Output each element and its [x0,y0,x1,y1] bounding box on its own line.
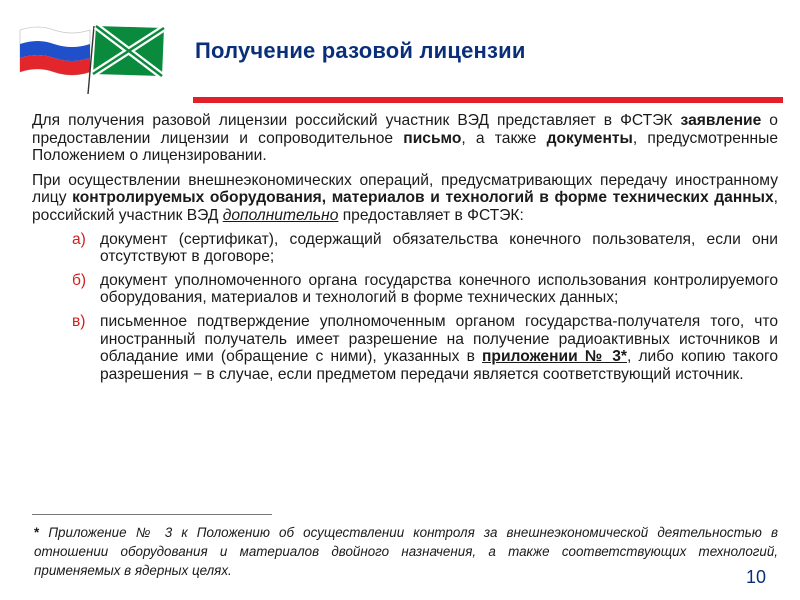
text: , предусмотренные Положением о лицензировании. [32,129,778,165]
bold-term: документы [546,129,633,147]
list-item [30,313,778,383]
list-item [30,231,778,266]
text: письменное подтверждение уполномоченным органом государства-получателя того, что иностранный получатель имеет разрешение на получение радиоактивных источников и обладание ими (обращение с ними), указанных в [100,312,778,366]
list-item [30,272,778,307]
footnote-text: Приложение № 3 к Положению об осуществлении контроля за внешнеэкономической деятельностью в отношении оборудования и материалов двойного назначения, а также соответствующих технологий, применяемых в ядерных целях. [34,525,778,578]
text: , либо копию такого разрешения − в случае, если предметом передачи является соответствующий источник. [100,348,779,383]
list-marker: б) [72,271,87,289]
page-title: Получение разовой лицензии [195,38,526,63]
text: , а также [461,129,547,147]
bold-term: заявление [680,112,762,129]
paragraph-1 [32,112,778,165]
title-underline [193,97,783,103]
emphasis-term: дополнительно [222,206,339,224]
text: , российский участник ВЭД [32,189,779,224]
customs-flag-icon [88,26,164,94]
list-item-text: документ уполномоченного органа государства конечного использования контролируемого оборудования, материалов и технологий в форме технических данных; [100,271,778,307]
content [32,112,778,389]
footnote [34,523,778,580]
text: При осуществлении внешнеэкономических операций, предусматривающих передачу иностранному лицу [32,171,778,207]
list-item-text: документ (сертификат), содержащий обязательства конечного пользователя, если они отсутствуют в договоре; [100,230,778,266]
flags [14,18,174,96]
list-item-text [100,313,778,383]
list-marker: а) [72,230,86,248]
russia-flag-icon [20,27,90,75]
bold-term: контролируемых оборудования, материалов и технологий в форме технических данных [72,189,774,207]
footnote-divider [32,514,272,515]
text: предоставляет в ФСТЭК: [338,206,524,224]
text: о предоставлении лицензии и сопроводительное [32,112,778,147]
list-marker: в) [72,312,86,330]
appendix-link[interactable]: приложении № 3* [482,348,627,366]
page-number: 10 [745,567,766,587]
bold-term: письмо [403,129,462,147]
text: Для получения разовой лицензии российский участник ВЭД представляет в ФСТЭК [32,112,681,129]
footnote-mark: * [34,525,49,540]
paragraph-2 [32,172,778,225]
